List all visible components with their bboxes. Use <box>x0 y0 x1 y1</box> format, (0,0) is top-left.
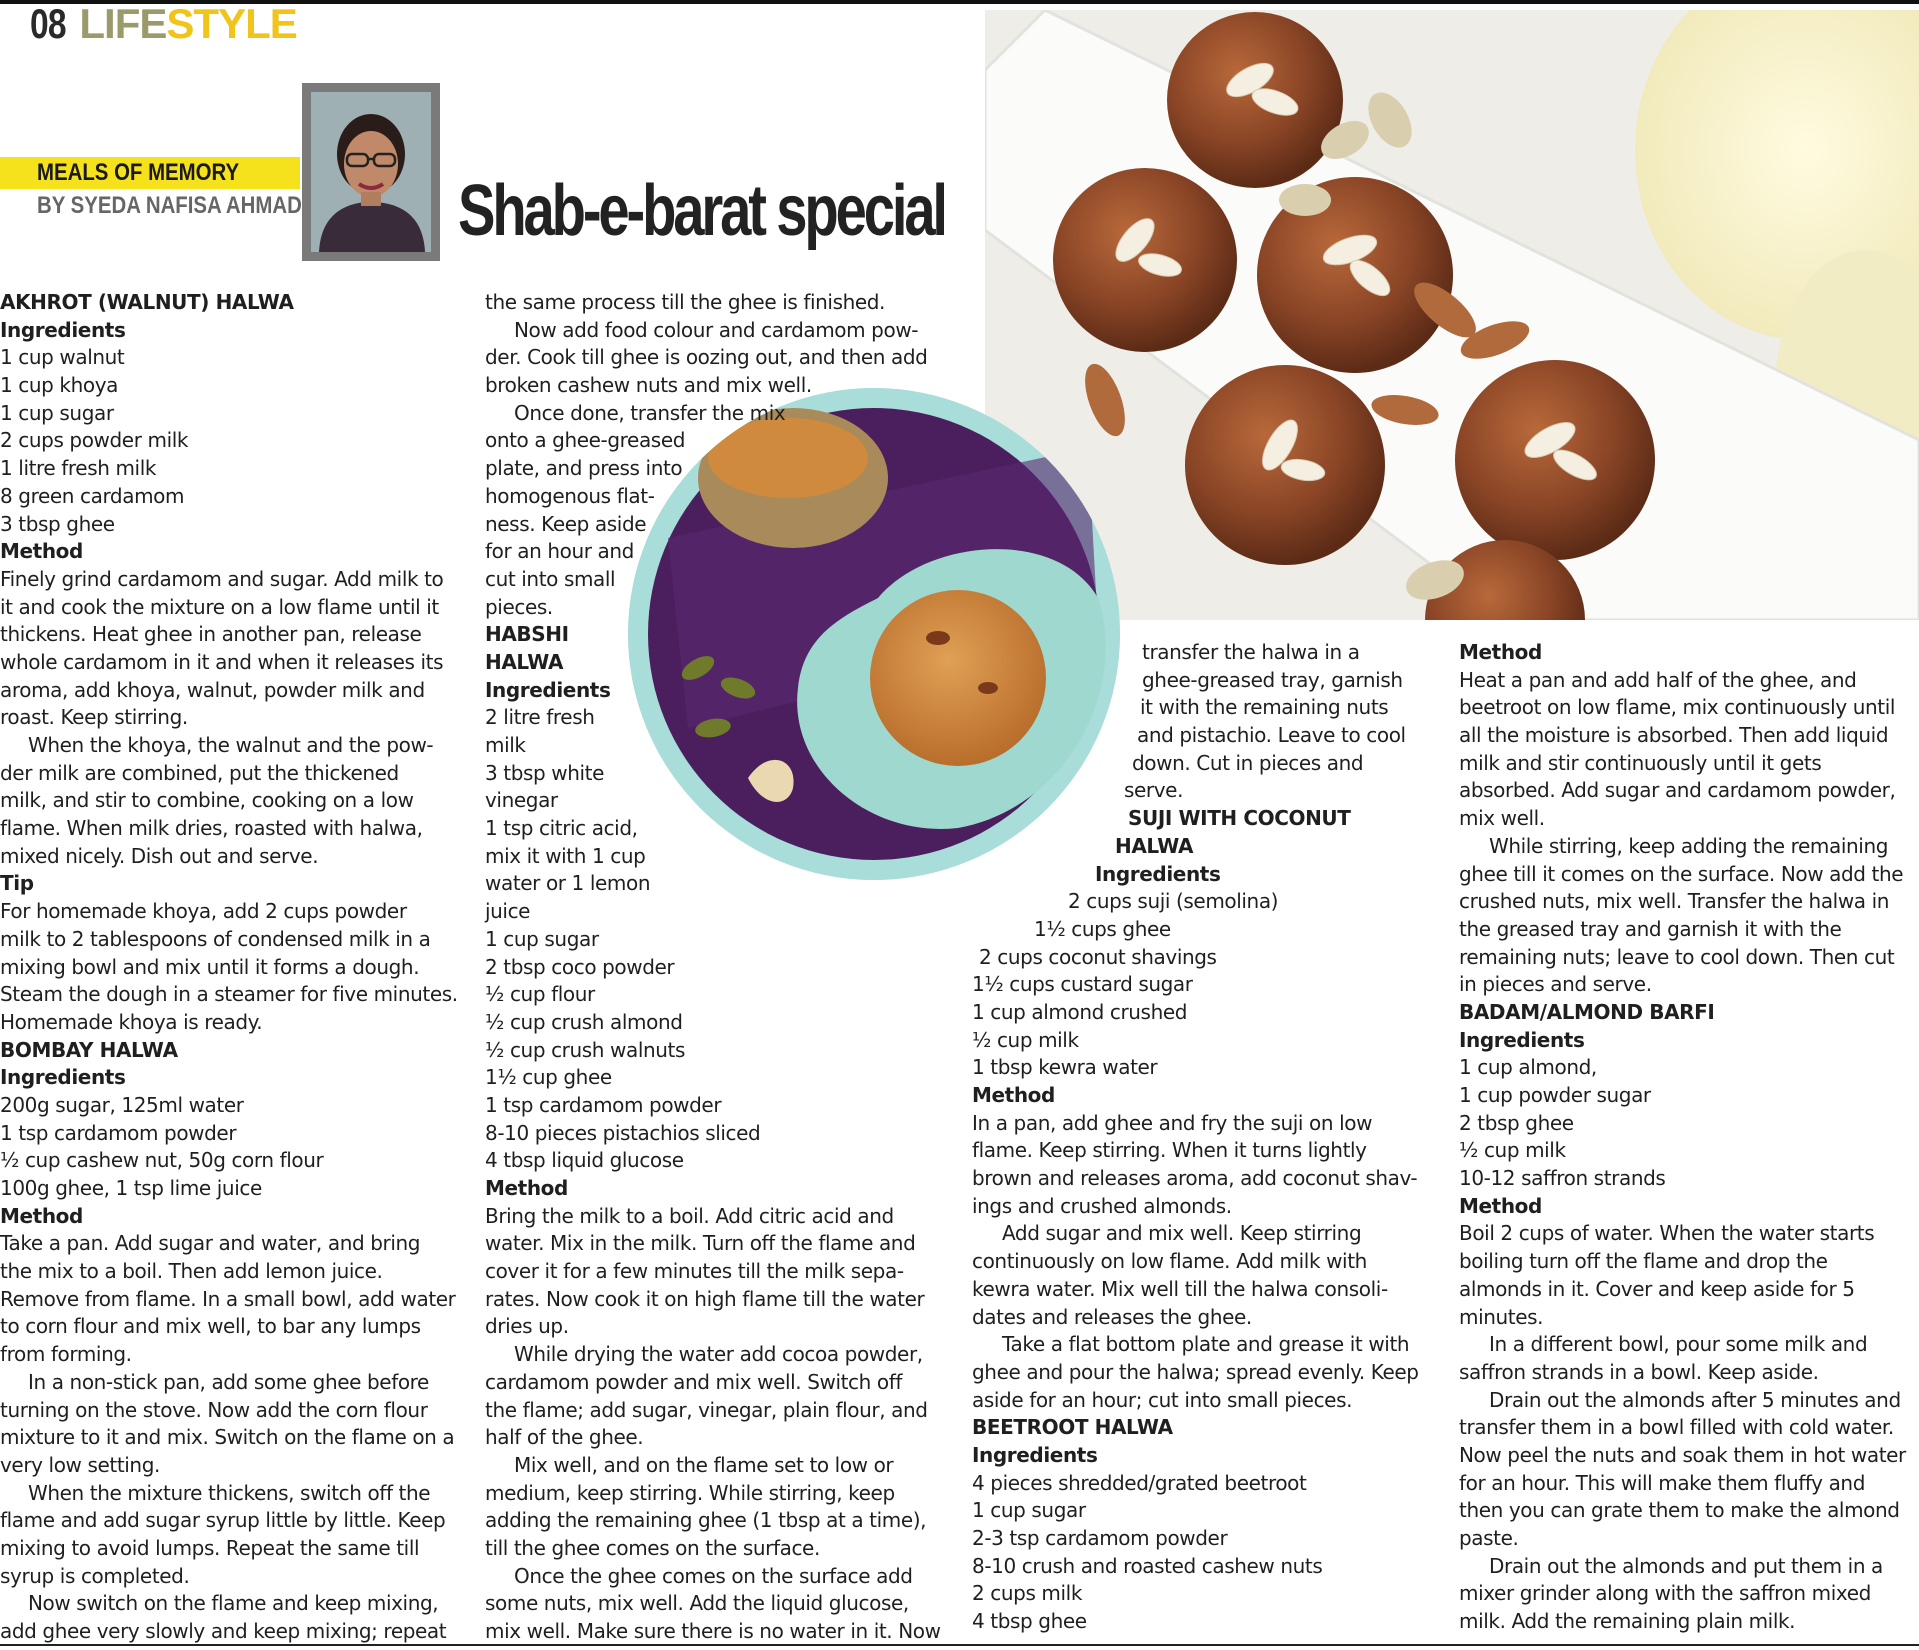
text-line: mixing to avoid lumps. Repeat the same till <box>0 1535 420 1560</box>
text-line: When the mixture thickens, switch off the <box>28 1480 431 1505</box>
text-line: kewra water. Mix well till the halwa consoli- <box>972 1276 1388 1301</box>
text-line: brown and releases aroma, add coconut shav- <box>972 1166 1418 1191</box>
text-line: ings and crushed almonds. <box>972 1193 1232 1218</box>
text-line: milk and stir continuously until it gets <box>1459 750 1822 775</box>
recipe-heading: Tip <box>0 871 34 896</box>
text-line: Once done, transfer the mix <box>514 400 786 425</box>
text-line: While stirring, keep adding the remaining <box>1489 833 1889 858</box>
text-line: mix well. <box>1459 806 1545 831</box>
text-line: it and cook the mixture on a low flame until it <box>0 594 439 619</box>
text-line: half of the ghee. <box>485 1425 644 1450</box>
text-line: mixing bowl and mix until it forms a dough. <box>0 954 420 979</box>
text-line: cardamom powder and mix well. Switch off <box>485 1369 903 1394</box>
text-line: Now switch on the flame and keep mixing, <box>28 1591 439 1616</box>
text-line: For homemade khoya, add 2 cups powder <box>0 899 407 924</box>
text-line: paste. <box>1459 1526 1519 1550</box>
text-line: 4 pieces shredded/grated beetroot <box>972 1470 1307 1495</box>
text-line: 200g sugar, 125ml water <box>0 1092 244 1117</box>
text-line: down. Cut in pieces and <box>1132 750 1364 775</box>
text-line: mix it with 1 cup <box>485 843 646 868</box>
recipe-heading: SUJI WITH COCONUT <box>1128 806 1351 831</box>
text-line: vinegar <box>485 788 558 813</box>
text-line: whole cardamom in it and when it releases its <box>0 649 444 674</box>
text-line: Remove from flame. In a small bowl, add water <box>0 1286 456 1311</box>
text-line: Homemade khoya is ready. <box>0 1009 263 1034</box>
section-header <box>30 2 297 46</box>
text-line: 2 litre fresh <box>485 705 595 730</box>
text-line: continuously on low flame. Add milk with <box>972 1249 1367 1274</box>
text-line: roast. Keep stirring. <box>0 705 188 730</box>
recipe-heading: HALWA <box>485 649 564 674</box>
text-line: Add sugar and mix well. Keep stirring <box>1002 1221 1362 1246</box>
text-line: 1 cup powder sugar <box>1459 1083 1651 1107</box>
bottom-rule <box>0 1644 1919 1646</box>
text-line: 1 tsp citric acid, <box>485 816 638 841</box>
text-line: some nuts, mix well. Add the liquid glucose, <box>485 1591 909 1616</box>
text-line: milk to 2 tablespoons of condensed milk in a <box>0 926 431 951</box>
text-line: all the moisture is absorbed. Then add liquid <box>1459 723 1889 748</box>
page-title: Shab-e-barat special <box>458 171 945 251</box>
text-line: 1 tbsp kewra water <box>972 1055 1158 1080</box>
text-line: the same process till the ghee is finished. <box>485 290 886 314</box>
text-line: Now add food colour and cardamom pow- <box>514 317 919 342</box>
text-line: it with the remaining nuts <box>1140 695 1389 720</box>
text-line: homogenous flat- <box>485 483 655 508</box>
text-line: 2 cups milk <box>972 1581 1083 1606</box>
text-line: Take a pan. Add sugar and water, and bring <box>0 1231 421 1256</box>
text-line: Drain out the almonds and put them in a <box>1489 1553 1883 1578</box>
text-line: ness. Keep aside <box>485 511 647 536</box>
text-line: 1½ cups custard sugar <box>972 972 1193 997</box>
recipe-heading: AKHROT (WALNUT) HALWA <box>0 290 294 314</box>
text-line: remaining nuts; leave to cool down. Then cut <box>1459 944 1895 969</box>
text-line: 4 tbsp ghee <box>972 1609 1087 1634</box>
recipe-heading: Ingredients <box>1459 1027 1585 1052</box>
text-line: der milk are combined, put the thickened <box>0 760 399 785</box>
text-line: 1½ cup ghee <box>485 1065 612 1090</box>
text-line: almonds in it. Cover and keep aside for 5 <box>1459 1276 1855 1301</box>
text-line: 3 tbsp ghee <box>0 511 115 536</box>
text-line: milk. Add the remaining plain milk. <box>1459 1609 1796 1634</box>
text-line: pieces. <box>485 594 553 619</box>
text-line: Bring the milk to a boil. Add citric acid and <box>485 1203 894 1228</box>
recipe-heading: BOMBAY HALWA <box>0 1037 178 1062</box>
text-line: minutes. <box>1459 1304 1544 1329</box>
text-line: for an hour. This will make them fluffy and <box>1459 1470 1866 1495</box>
text-line: milk, and stir to combine, cooking on a low <box>0 788 414 813</box>
text-line: 1 cup almond, <box>1459 1055 1597 1080</box>
text-line: In a different bowl, pour some milk and <box>1489 1332 1868 1357</box>
text-line: ½ cup flour <box>485 982 595 1007</box>
text-line: 2 cups suji (semolina) <box>1068 889 1279 914</box>
recipe-heading: Ingredients <box>0 1065 126 1090</box>
recipe-heading: Method <box>1459 1193 1542 1218</box>
text-line: 1 tsp cardamom powder <box>485 1092 722 1117</box>
text-line: 8-10 pieces pistachios sliced <box>485 1120 761 1145</box>
recipe-heading: HALWA <box>1115 833 1194 858</box>
page-number: 08 <box>30 0 66 47</box>
text-line: saffron strands in a bowl. Keep aside. <box>1459 1359 1819 1384</box>
text-line: till the ghee comes on the surface. <box>485 1535 820 1560</box>
text-line: add ghee very slowly and keep mixing; repeat <box>0 1619 447 1643</box>
text-line: water or 1 lemon <box>485 871 651 896</box>
text-line: 2 tbsp ghee <box>1459 1110 1574 1135</box>
text-line: boiling turn off the flame and drop the <box>1459 1249 1828 1274</box>
text-line: 1 cup sugar <box>0 400 114 425</box>
recipe-heading: Method <box>0 539 83 564</box>
text-line: 8 green cardamom <box>0 483 185 508</box>
text-line: transfer them in a bowl filled with cold water. <box>1459 1415 1894 1440</box>
text-line: Drain out the almonds after 5 minutes and <box>1489 1387 1901 1412</box>
text-line: serve. <box>1124 778 1184 803</box>
text-line: absorbed. Add sugar and cardamom powder, <box>1459 778 1896 803</box>
text-line: ghee till it comes on the surface. Now add the <box>1459 861 1904 886</box>
author-photo <box>311 92 431 252</box>
byline: BY SYEDA NAFISA AHMAD <box>37 192 302 219</box>
text-line: milk <box>485 733 526 757</box>
text-line: 2 cups powder milk <box>0 428 189 453</box>
recipe-heading: Method <box>0 1203 83 1228</box>
column-3-text <box>972 639 1432 1636</box>
text-line: When the khoya, the walnut and the pow- <box>28 733 434 757</box>
text-line: 4 tbsp liquid glucose <box>485 1148 684 1173</box>
column-kicker <box>0 157 300 189</box>
recipe-heading: Ingredients <box>485 677 611 702</box>
recipe-heading: BEETROOT HALWA <box>972 1415 1173 1440</box>
text-line: very low setting. <box>0 1452 160 1477</box>
text-line: 1 cup khoya <box>0 373 118 398</box>
text-line: ghee and pour the halwa; spread evenly. Keep <box>972 1359 1419 1384</box>
text-line: 100g ghee, 1 tsp lime juice <box>0 1176 262 1200</box>
text-line: then you can grate them to make the almond <box>1459 1498 1900 1523</box>
text-line: 2-3 tsp cardamom powder <box>972 1526 1228 1550</box>
text-line: 1 cup walnut <box>0 345 125 370</box>
text-line: ½ cup cashew nut, 50g corn flour <box>0 1148 324 1173</box>
text-line: ½ cup milk <box>1459 1138 1566 1163</box>
column-1-text <box>0 289 460 1646</box>
text-line: transfer the halwa in a <box>1142 640 1360 664</box>
text-line: 3 tbsp white <box>485 760 605 785</box>
text-line: dates and releases the ghee. <box>972 1304 1252 1329</box>
text-line: 1 cup almond crushed <box>972 999 1188 1024</box>
text-line: 2 tbsp coco powder <box>485 954 675 979</box>
text-line: 2 cups coconut shavings <box>979 944 1217 969</box>
recipe-heading: Method <box>485 1176 568 1200</box>
column-2-text <box>485 289 945 1646</box>
text-line: plate, and press into <box>485 456 683 481</box>
text-line: cut into small <box>485 566 616 591</box>
text-line: aside for an hour; cut into small pieces. <box>972 1387 1353 1412</box>
text-line: aroma, add khoya, walnut, powder milk and <box>0 677 425 702</box>
text-line: water. Mix in the milk. Turn off the flame and <box>485 1231 916 1256</box>
text-line: thickens. Heat ghee in another pan, release <box>0 622 422 647</box>
text-line: and pistachio. Leave to cool <box>1137 723 1406 748</box>
text-line: Mix well, and on the flame set to low or <box>514 1452 894 1477</box>
text-line: cover it for a few minutes till the milk sepa- <box>485 1259 904 1284</box>
text-line: mixer grinder along with the saffron mixed <box>1459 1581 1871 1606</box>
text-line: the greased tray and garnish it with the <box>1459 916 1842 941</box>
text-line: dries up. <box>485 1314 569 1339</box>
recipe-heading: Ingredients <box>972 1442 1098 1467</box>
text-line: turning on the stove. Now add the corn flour <box>0 1397 428 1422</box>
text-line: to corn flour and mix well, to bar any lumps <box>0 1314 421 1339</box>
text-line: In a pan, add ghee and fry the suji on low <box>972 1110 1373 1135</box>
recipe-heading: HABSHI <box>485 622 569 647</box>
text-line: beetroot on low flame, mix continuously until <box>1459 695 1896 720</box>
text-line: juice <box>485 899 531 924</box>
text-line: the flame; add sugar, vinegar, plain flour, and <box>485 1397 928 1422</box>
text-line: While drying the water add cocoa powder, <box>514 1342 923 1367</box>
text-line: Heat a pan and add half of the ghee, and <box>1459 667 1857 692</box>
column-4-text <box>1459 639 1919 1636</box>
text-line: mix well. Make sure there is no water in it. Now <box>485 1619 941 1643</box>
recipe-heading: Method <box>972 1083 1055 1107</box>
text-line: ½ cup crush walnuts <box>485 1037 685 1062</box>
text-line: from forming. <box>0 1342 132 1367</box>
text-line: Take a flat bottom plate and grease it with <box>1002 1332 1410 1357</box>
text-line: in pieces and serve. <box>1459 972 1652 997</box>
recipe-heading: Method <box>1459 640 1542 664</box>
text-line: In a non-stick pan, add some ghee before <box>28 1369 429 1394</box>
text-line: 1 cup sugar <box>485 926 599 951</box>
text-line: medium, keep stirring. While stirring, keep <box>485 1480 895 1505</box>
section-name-part1: LIFE <box>79 0 167 47</box>
text-line: ghee-greased tray, garnish <box>1142 667 1403 692</box>
text-line: Finely grind cardamom and sugar. Add milk to <box>0 566 444 591</box>
text-line: the mix to a boil. Then add lemon juice. <box>0 1259 383 1284</box>
text-line: 1 cup sugar <box>972 1498 1086 1523</box>
text-line: for an hour and <box>485 539 634 564</box>
text-line: broken cashew nuts and mix well. <box>485 373 812 398</box>
text-line: flame. Keep stirring. When it turns lightly <box>972 1138 1367 1163</box>
text-line: flame. When milk dries, roasted with halwa, <box>0 816 423 841</box>
section-name-part2: STYLE <box>166 0 297 47</box>
text-line: ½ cup crush almond <box>485 1009 683 1034</box>
text-line: mixture to it and mix. Switch on the flame on a <box>0 1425 455 1450</box>
kicker-text: MEALS OF MEMORY <box>37 159 240 186</box>
text-line: Boil 2 cups of water. When the water starts <box>1459 1221 1875 1246</box>
text-line: adding the remaining ghee (1 tbsp at a time), <box>485 1508 927 1533</box>
text-line: Once the ghee comes on the surface add <box>514 1563 913 1588</box>
text-line: ½ cup milk <box>972 1027 1079 1052</box>
text-line: flame and add sugar syrup little by little. Keep <box>0 1508 446 1533</box>
text-line: mixed nicely. Dish out and serve. <box>0 843 319 868</box>
text-line: 1 litre fresh milk <box>0 456 157 481</box>
text-line: syrup is completed. <box>0 1563 190 1588</box>
recipe-heading: Ingredients <box>1095 861 1221 886</box>
text-line: Steam the dough in a steamer for five minutes. <box>0 982 458 1007</box>
text-line: 1½ cups ghee <box>1034 916 1171 941</box>
text-line: 1 tsp cardamom powder <box>0 1120 237 1145</box>
text-line: onto a ghee-greased <box>485 428 686 453</box>
halwa-balls-photo <box>985 10 1919 620</box>
text-line: rates. Now cook it on high flame till the water <box>485 1286 925 1311</box>
text-line: Now peel the nuts and soak them in hot water <box>1459 1442 1906 1467</box>
text-line: 10-12 saffron strands <box>1459 1166 1666 1191</box>
text-line: der. Cook till ghee is oozing out, and then add <box>485 345 928 370</box>
recipe-heading: BADAM/ALMOND BARFI <box>1459 999 1715 1024</box>
text-line: crushed nuts, mix well. Transfer the halwa in <box>1459 889 1890 914</box>
text-line: 8-10 crush and roasted cashew nuts <box>972 1553 1323 1578</box>
author-photo-frame <box>302 83 440 261</box>
recipe-heading: Ingredients <box>0 317 126 342</box>
